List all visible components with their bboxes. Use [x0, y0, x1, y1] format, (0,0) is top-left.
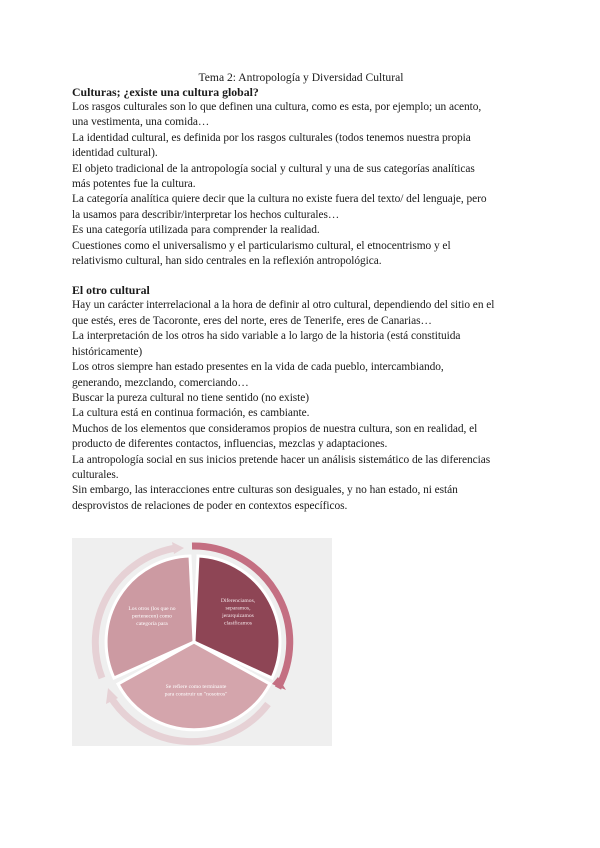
- other-text-line: Sin embargo, las interacciones entre culturas son desiguales, y no han estado, ni están: [72, 484, 458, 497]
- cycle-diagram: [72, 538, 332, 746]
- other-text-line: generando, mezclando, comerciando…: [72, 376, 249, 389]
- other-text-line: desprovistos de relaciones de poder en contextos específicos.: [72, 499, 348, 512]
- segment-label: para construir un "nosotros": [164, 691, 228, 698]
- cultures-text-line: La categoría analítica quiere decir que la cultura no existe fuera del texto/ del lenguaje, pero: [72, 193, 487, 206]
- other-text-line: La antropología social en sus inicios pretende hacer un análisis sistemático de las diferencias: [72, 453, 491, 466]
- segment-label: pertenecen) como: [132, 613, 172, 620]
- segment-label: Diferenciamos,: [220, 598, 256, 604]
- cultures-text-line: Es una categoría utilizada para comprender la realidad.: [72, 224, 320, 237]
- segment-label: jerarquizamos: [222, 613, 254, 619]
- other-text-line: Muchos de los elementos que consideramos propios de nuestra cultura, son en realidad, el: [72, 422, 478, 435]
- arrowhead-left: [172, 542, 184, 554]
- cultures-text-line: Los rasgos culturales son lo que definen una cultura, como es esta, por ejemplo; un acento,: [72, 101, 482, 113]
- cultures-text-line: El objeto tradicional de la antropología social y cultural y una de sus categorías analíticas: [72, 162, 475, 175]
- other-text-line: que estés, eres de Tacoronte, eres del norte, eres de Tenerife, eres de Canarias…: [72, 314, 432, 327]
- section-body-cultures: [72, 100, 530, 269]
- cultures-text-line: Cuestiones como el universalismo y el particularismo cultural, el etnocentrismo y el: [72, 239, 451, 252]
- other-text-line: producto de diferentes contactos, influencias, mezclas y adaptaciones.: [72, 438, 388, 451]
- other-text-line: La interpretación de los otros ha sido variable a lo largo de la historia (está constituida: [72, 330, 461, 343]
- cultures-text-line: La identidad cultural, es definida por los rasgos culturales (todos tenemos nuestra propia: [72, 131, 471, 144]
- other-text-line: Buscar la pureza cultural no tiene sentido (no existe): [72, 391, 310, 404]
- cultures-text-line: más potentes fue la cultura.: [72, 178, 196, 191]
- segment-label: Se refiere como terminante: [165, 684, 227, 690]
- cultures-text-line: una vestimenta, una comida…: [72, 116, 210, 129]
- other-text-line: Hay un carácter interrelacional a la hora de definir al otro cultural, dependiendo del sitio en el: [72, 299, 495, 312]
- cultures-text-line: la usamos para describir/interpretar los hechos culturales…: [72, 208, 340, 221]
- other-text-line: La cultura está en continua formación, es cambiante.: [72, 407, 310, 420]
- document-page: [72, 70, 530, 514]
- segment-label: clasificamos: [224, 620, 252, 627]
- cultures-text-line: relativismo cultural, han sido centrales en la reflexión antropológica.: [72, 255, 382, 268]
- segment-label: categoría para: [136, 621, 168, 627]
- segment-label: separamos,: [225, 605, 251, 612]
- other-text-line: culturales.: [72, 468, 119, 481]
- cultures-text-line: identidad cultural).: [72, 147, 158, 160]
- document-title: Tema 2: Antropología y Diversidad Cultural: [198, 71, 404, 84]
- section-heading-cultures: Culturas; ¿existe una cultura global?: [72, 85, 259, 99]
- section-heading-other: El otro cultural: [72, 283, 150, 298]
- segment-label: Los otros (los que no: [128, 606, 176, 612]
- cycle-diagram-svg: [72, 538, 332, 746]
- section-body-other: [72, 298, 530, 514]
- other-text-line: históricamente): [72, 345, 143, 358]
- other-text-line: Los otros siempre han estado presentes en la vida de cada pueblo, intercambiando,: [72, 361, 444, 374]
